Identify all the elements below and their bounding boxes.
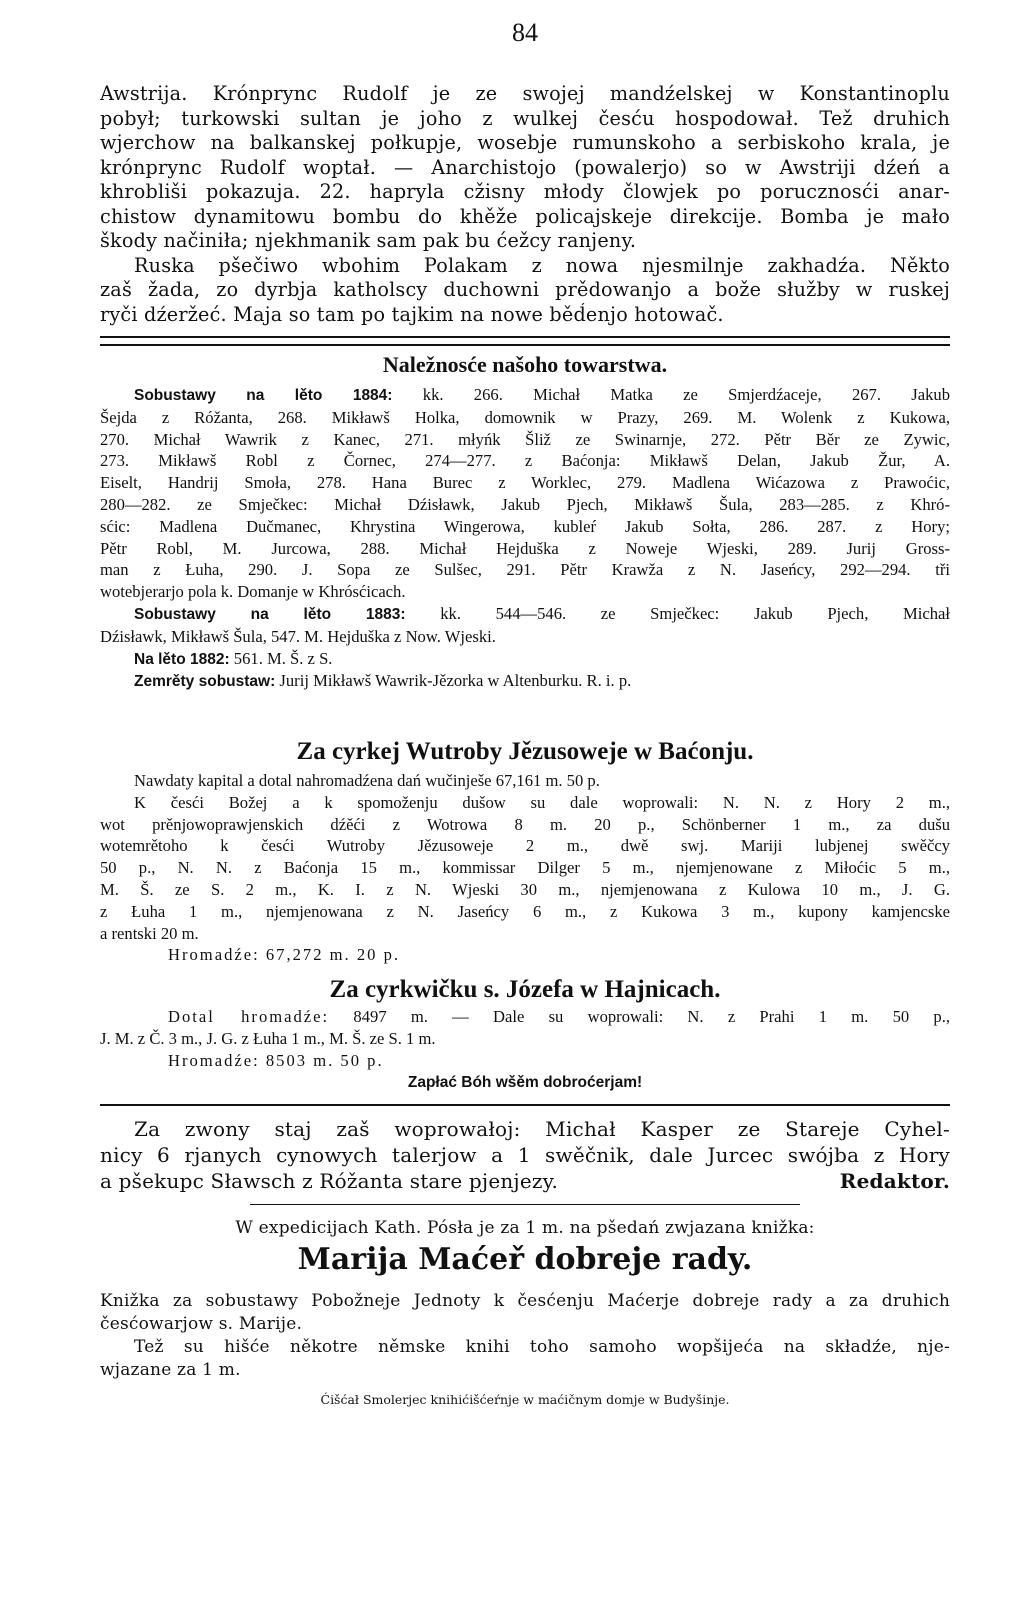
church2-line xyxy=(100,1006,950,1028)
church2-title: Za cyrkwičku s. Józefa w Hajnicach. xyxy=(329,976,721,1003)
members-line: Pětr Robl, M. Jurcowa, 288. Michał Hejduška z Noweje Wjeski, 289. Jurij Gross- xyxy=(100,538,950,558)
bells-line: Za zwony staj zaš woprowałoj: Michał Kasper ze Stareje Cyhel- xyxy=(134,1117,950,1141)
members-text: kk. 544—546. ze Smječkec: Jakub Pjech, Michał xyxy=(440,603,950,623)
bells-text: a pšekupc Sławsch z Róžanta stare pjenjezy. xyxy=(100,1169,559,1193)
bells-section xyxy=(100,1116,950,1194)
section-divider xyxy=(100,1104,950,1106)
members-line xyxy=(100,384,950,407)
editor-signature: Redaktor. xyxy=(839,1169,950,1193)
page xyxy=(100,0,950,1622)
news-line: pobył; turkowski sultan je joho z wulkej česću hospodował. Tež druhich xyxy=(100,106,950,130)
members-line: 280—282. ze Smječkec: Michał Dźisławk, Jakub Pjech, Mikławš Šula, 283—285. z Khró- xyxy=(100,494,950,514)
members-line: man z Łuha, 290. J. Sopa ze Sulšec, 291. Pětr Krawža z N. Jaseńcy, 292—294. tři xyxy=(100,560,950,580)
church2-line: J. M. z Č. 3 m., J. G. z Łuha 1 m., M. Š. ze S. 1 m. xyxy=(100,1028,436,1048)
news-line: Awstrija. Krónprync Rudolf je ze swojej mandźelskej w Konstantinoplu xyxy=(100,82,950,105)
members-title: Naležnosće našoho towarstwa. xyxy=(382,352,668,377)
members-label: Sobustawy na lěto 1883: xyxy=(134,605,406,623)
church1-line: Nawdaty kapital a dotal nahromadźena dań wučinješe 67,161 m. 50 p. xyxy=(134,771,600,790)
church1-title: Za cyrkej Wutroby Jězusoweje w Baćonju. xyxy=(296,738,754,765)
church1-line: M. Š. ze S. 2 m., K. I. z N. Wjeski 30 m., njemjenowana z Kulowa 10 m., J. G. xyxy=(100,879,950,899)
news-line: chistow dynamitowu bombu do khěže policajskeje direkcije. Bomba je mało xyxy=(100,204,950,228)
members-line xyxy=(100,603,950,626)
church1-line: wotemrětoho k česći Wutroby Jězusoweje 2 m., dwě swj. Mariji lubjenej swěčcy xyxy=(100,836,950,856)
members-text: kk. 266. Michał Matka ze Smjerdźaceje, 267. Jakub xyxy=(422,385,950,404)
members-label: Zemrěty sobustaw: xyxy=(134,673,276,691)
book-intro: W expedicijach Kath. Pósła je za 1 m. na pšedań zwjazana knižka: xyxy=(235,1218,815,1238)
church2-text: 8497 m. — Dale su woprowali: N. z Prahi 1 m. 50 p., xyxy=(353,1007,950,1026)
church2-list xyxy=(100,1006,950,1071)
members-label: Na lěto 1882: xyxy=(134,650,230,668)
members-line xyxy=(100,670,950,693)
members-line: Šejda z Róžanta, 268. Mikławš Holka, domownik w Prazy, 269. M. Wolenk z Kukowa, xyxy=(100,407,950,427)
church2-total: Hromadźe: 8503 m. 50 p. xyxy=(168,1050,384,1070)
section-divider xyxy=(100,336,950,346)
church1-line: a rentski 20 m. xyxy=(100,923,199,943)
book-line: Knižka za sobustawy Pobožneje Jednoty k česćenju Maćerje dobreje rady a za druhich xyxy=(100,1291,950,1311)
members-line xyxy=(100,648,950,671)
bells-line xyxy=(100,1168,950,1194)
members-text: 561. M. Š. z S. xyxy=(233,648,333,668)
news-line: Ruska pšečiwo wbohim Polakam z nowa njesmilnje zakhadźa. Někto xyxy=(134,253,950,277)
book-line: wjazane za 1 m. xyxy=(100,1360,241,1380)
short-divider xyxy=(250,1204,800,1205)
members-text: Jurij Mikławš Wawrik-Jězorka w Altenburku. R. i. p. xyxy=(279,671,632,691)
thanks-text: Zapłać Bóh wšěm dobroćerjam! xyxy=(407,1074,643,1091)
members-line: 273. Mikławš Robl z Čornec, 274—277. z Baćonja: Mikławš Delan, Jakub Žur, A. xyxy=(100,451,950,471)
book-line: Tež su hišće někotre němske knihi toho samoho wopšijeća na składźe, nje- xyxy=(134,1337,950,1357)
news-line: krónprync Rudolf woptał. — Anarchistojo (powalerjo) so w Awstriji dźeń a xyxy=(100,155,950,179)
church1-line: K česći Božej a k spomoženju dušow su dale woprowali: N. N. z Hory 2 m., xyxy=(134,792,950,812)
book-title: Marija Maćeř dobreje rady. xyxy=(297,1242,753,1277)
book-line: česćowarjow s. Marije. xyxy=(100,1314,303,1334)
printer-imprint: Ćišćał Smolerjec knihićišćeŕnje w maćičnym domje w Budyšinje. xyxy=(320,1392,730,1407)
thanks-note xyxy=(100,1074,950,1092)
members-line: 270. Michał Wawrik z Kanec, 271. młyńk Šliž ze Swinarnje, 272. Pětr Běr ze Zywic, xyxy=(100,429,950,449)
members-label: Sobustawy na lěto 1884: xyxy=(134,387,393,404)
church1-total: Hromadźe: 67,272 m. 20 p. xyxy=(168,945,401,965)
members-line: Eiselt, Handrij Smoła, 278. Hana Burec z Worklec, 279. Madlena Wićazowa z Prawoćic, xyxy=(100,473,950,493)
members-line: Dźisławk, Mikławš Šula, 547. M. Hejduška z Now. Wjeski. xyxy=(100,626,496,646)
book-section xyxy=(100,1290,950,1382)
members-list xyxy=(100,384,950,693)
news-line: zaš žada, zo dyrbja katholscy duchowni prědowanjo a bože słužby w ruskej xyxy=(100,278,950,301)
news-line: škody načiniła; njekhmanik sam pak bu ćežcy ranjeny. xyxy=(100,229,637,252)
news-section xyxy=(100,82,950,327)
members-line: wotebjerarjo pola k. Domanje w Khrósćicach. xyxy=(100,582,406,602)
news-line: khrobliši pokazuja. 22. hapryla cžisny młody člowjek po porucznosći anar- xyxy=(100,180,950,203)
church1-line: 50 p., N. N. z Baćonja 15 m., kommissar Dilger 5 m., njemjenowane z Miłoćic 5 m., xyxy=(100,858,950,878)
book-intro-block xyxy=(100,1216,950,1241)
page-number: 84 xyxy=(512,18,538,47)
church2-label: Dotal hromadźe: xyxy=(168,1007,330,1026)
church1-line: z Łuha 1 m., njemjenowana z N. Jaseńcy 6 m., z Kukowa 3 m., kupony kamjencske xyxy=(100,901,950,921)
news-line: wjerchow na balkanskej połkupje, wosebje rumunskoho a serbiskoho krala, je xyxy=(100,131,950,154)
church1-line: wot prěnjowoprawjenskich dźěći z Wotrowa 8 m. 20 p., Schönberner 1 m., za dušu xyxy=(100,814,950,834)
bells-line: nicy 6 rjanych cynowych talerjow a 1 swěčnik, dale Jurcec swójba z Hory xyxy=(100,1143,950,1167)
news-line: ryči dźeržeć. Maja so tam po tajkim na nowe běd́enjo hotowač. xyxy=(100,302,724,326)
church1-list xyxy=(100,770,950,966)
members-line: sćic: Madlena Dučmanec, Khrystina Wingerowa, kubleŕ Jakub Sołta, 286. 287. z Hory; xyxy=(100,516,950,536)
